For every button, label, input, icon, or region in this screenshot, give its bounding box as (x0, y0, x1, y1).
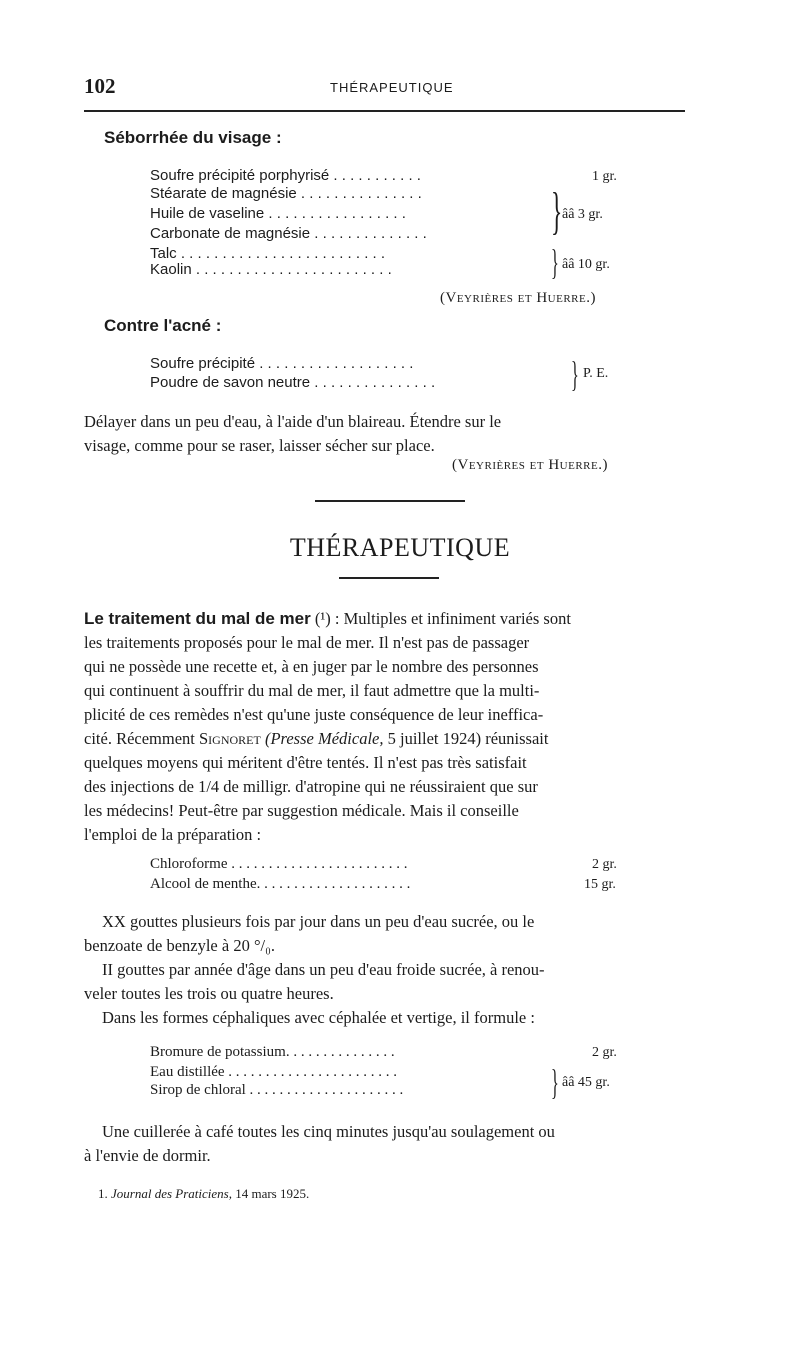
paragraph-text: cité. Récemment (84, 729, 199, 748)
paragraph-text: : Multiples et infiniment variés sont (330, 609, 571, 628)
paragraph-line: l'emploi de la préparation : (84, 825, 262, 844)
author-citation: (Veyrières et Huerre.) (452, 457, 608, 473)
formula-line: Huile de vaseline . . . . . . . . . . . . . . . . . (150, 205, 406, 222)
page-number: 102 (84, 74, 116, 98)
cited-author: Signoret (199, 729, 261, 748)
paragraph-application (84, 410, 700, 458)
formula-group-quantity: ââ 10 gr. (562, 257, 610, 272)
section-title: THÉRAPEUTIQUE (289, 533, 511, 562)
running-title: THÉRAPEUTIQUE (330, 80, 454, 95)
formula-line: Stéarate de magnésie . . . . . . . . . . . . . . . (150, 185, 422, 202)
paragraph-line: qui ne possède une recette et, à en juger par le nombre des personnes (84, 657, 539, 676)
paragraph-line: plicité de ces remèdes n'est qu'une juste conséquence de leur ineffica- (84, 705, 544, 724)
paragraph-line (84, 727, 700, 751)
paragraph-line: veler toutes les trois ou quatre heures. (84, 984, 334, 1003)
paragraph-line: qui continuent à souffrir du mal de mer, il faut admettre que la multi- (84, 681, 540, 700)
formula-quantity: 15 gr. (584, 877, 616, 892)
author-citation: (Veyrières et Huerre.) (440, 290, 596, 306)
paragraph-mal-de-mer (84, 607, 700, 847)
paragraph-line: Délayer dans un peu d'eau, à l'aide d'un blaireau. Étendre sur le (84, 412, 502, 431)
formula-quantity: 2 gr. (592, 857, 617, 872)
footnote (98, 1186, 309, 1202)
formula-line: Sirop de chloral . . . . . . . . . . . . . . . . . . . . . (150, 1082, 404, 1098)
paragraph-line: quelques moyens qui méritent d'être tentés. Il n'est pas très satisfait (84, 753, 527, 772)
formula-line: Poudre de savon neutre . . . . . . . . . . . . . . . (150, 374, 436, 391)
formula-line: Soufre précipité . . . . . . . . . . . . . . . . . . . (150, 355, 414, 372)
formula-group-quantity: ââ 3 gr. (562, 207, 603, 222)
formula-line: Bromure de potassium. . . . . . . . . . . . . . . (150, 1044, 395, 1060)
section-heading-seborrhee: Séborrhée du visage : (104, 128, 282, 147)
footnote-ref: (¹) (314, 609, 331, 628)
brace: } (551, 1062, 559, 1102)
title-rule-bottom (339, 577, 439, 579)
footnote-number: 1. (98, 1186, 108, 1201)
formula-group-quantity: ââ 45 gr. (562, 1075, 610, 1090)
paragraph-line: Une cuillerée à café toutes les cinq minutes jusqu'au soulagement ou (102, 1122, 555, 1141)
brace: } (571, 354, 579, 394)
paragraph-line: II gouttes par année d'âge dans un peu d'eau froide sucrée, à renou- (102, 960, 545, 979)
section-heading-acne: Contre l'acné : (104, 316, 222, 335)
formula-line: Soufre précipité porphyrisé . . . . . . . . . . . (150, 167, 421, 184)
footnote-journal: Journal des Praticiens, (111, 1186, 232, 1201)
paragraph-line (84, 607, 700, 631)
paragraph-posology (84, 1120, 700, 1168)
journal-name: (Presse Médicale, (260, 729, 384, 748)
paragraph-line: des injections de 1/4 de milligr. d'atropine qui ne réussiraient que sur (84, 777, 538, 796)
formula-line: Alcool de menthe. . . . . . . . . . . . . . . . . . . . . (150, 876, 411, 892)
paragraph-line: XX gouttes plusieurs fois par jour dans un peu d'eau sucrée, ou le (102, 912, 535, 931)
formula-line: Kaolin . . . . . . . . . . . . . . . . . . . . . . . . (150, 261, 392, 278)
formula-line: Eau distillée . . . . . . . . . . . . . . . . . . . . . . . (150, 1064, 398, 1080)
paragraph-text: 5 juillet 1924) réunissait (383, 729, 549, 748)
title-rule-top (315, 500, 465, 502)
formula-quantity: 2 gr. (592, 1045, 617, 1060)
paragraph-line: les médecins! Peut-être par suggestion médicale. Mais il conseille (84, 801, 519, 820)
footnote-date: 14 mars 1925. (235, 1186, 310, 1201)
paragraph-line: benzoate de benzyle à 20 °/₀. (84, 936, 276, 955)
formula-line: Talc . . . . . . . . . . . . . . . . . . . . . . . . . (150, 245, 386, 262)
paragraph-line: à l'envie de dormir. (84, 1146, 211, 1165)
formula-line: Carbonate de magnésie . . . . . . . . . . . . . . (150, 225, 427, 242)
brace: } (551, 242, 559, 282)
paragraph-line: les traitements proposés pour le mal de mer. Il n'est pas de passager (84, 633, 530, 652)
brace: } (551, 183, 563, 240)
paragraph-line: Dans les formes céphaliques avec céphalée et vertige, il formule : (102, 1008, 535, 1027)
formula-group-quantity: P. E. (583, 366, 609, 381)
paragraph-line: visage, comme pour se raser, laisser sécher sur place. (84, 436, 435, 455)
formula-line: Chloroforme . . . . . . . . . . . . . . . . . . . . . . . . (150, 856, 408, 872)
lead-heading: Le traitement du mal de mer (84, 609, 311, 628)
formula-quantity: 1 gr. (592, 169, 617, 184)
paragraph-dosage (84, 910, 700, 1030)
header-rule (84, 110, 685, 112)
